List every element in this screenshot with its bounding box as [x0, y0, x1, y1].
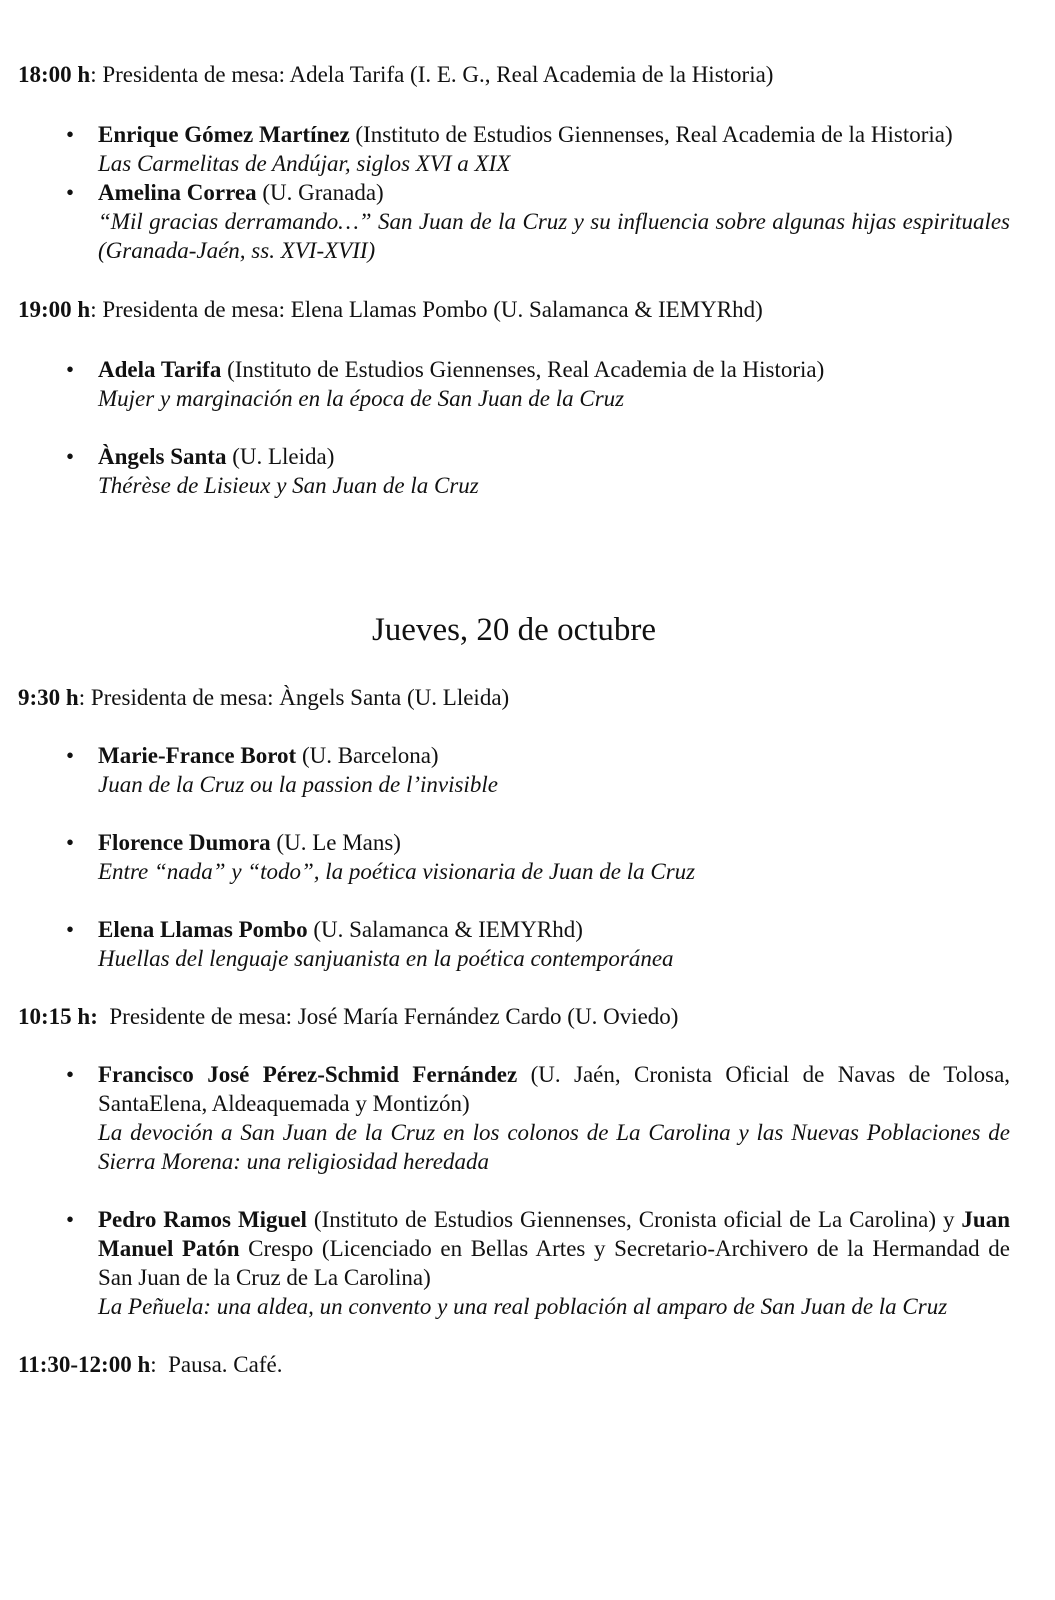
session-time: 9:30 h: [18, 685, 79, 710]
speaker-affiliation: (U. Barcelona): [301, 743, 439, 768]
speaker-name: Amelina Correa: [98, 180, 257, 205]
talk-title: Mujer y marginación en la época de San Juan de la Cruz: [98, 386, 625, 411]
speaker-affiliation: (U. Granada): [262, 180, 384, 205]
speaker-name: Florence Dumora: [98, 830, 271, 855]
session-chair: Presidenta de mesa: Adela Tarifa (I. E. G., Real Academia de la Historia): [102, 62, 774, 87]
speaker-affiliation: (U. Jaén, Cronista Oficial de Navas de Tolosa, SantaElena, Aldeaquemada y Montizón): [98, 1062, 1011, 1116]
talk-title: Juan de la Cruz ou la passion de l’invisible: [98, 772, 498, 797]
list-item: [18, 1205, 1010, 1321]
speaker-affiliation: (Instituto de Estudios Giennenses, Real Academia de la Historia): [227, 357, 825, 382]
session-chair: Presidenta de mesa: Àngels Santa (U. Lleida): [90, 685, 510, 710]
list-item: [18, 442, 1010, 500]
talk-title: Entre “nada” y “todo”, la poética visionaria de Juan de la Cruz: [98, 859, 696, 884]
bullet-icon: •: [65, 1207, 75, 1232]
speaker-name: Elena Llamas Pombo: [98, 917, 308, 942]
list-item: [18, 828, 1010, 886]
speaker-name: Àngels Santa: [98, 444, 227, 469]
session-1800: [18, 60, 1010, 265]
talk-title: La devoción a San Juan de la Cruz en los colonos de La Carolina y las Nuevas Poblaciones de Sierra Morena: una religiosidad heredada: [98, 1120, 1010, 1174]
list-item: [18, 1060, 1010, 1176]
speaker-name: Francisco José Pérez-Schmid Fernández: [98, 1062, 518, 1087]
speaker-affiliation: (U. Le Mans): [276, 830, 401, 855]
session-header: [18, 1002, 1010, 1031]
speaker-name: Enrique Gómez Martínez: [98, 122, 350, 147]
session-0930: [18, 683, 1010, 973]
speaker-affiliation: (Instituto de Estudios Giennenses, Cronista oficial de La Carolina) y: [313, 1207, 955, 1232]
speaker-affiliation: (Instituto de Estudios Giennenses, Real Academia de la Historia): [355, 122, 953, 147]
list-item: [18, 355, 1010, 413]
day-heading: Jueves, 20 de octubre: [371, 612, 657, 648]
program-page: [18, 60, 1010, 1379]
talk-title: Thérèse de Lisieux y San Juan de la Cruz: [98, 473, 479, 498]
session-header: 18:00 h: Presidenta de mesa: Adela Tarifa (I. E. G., Real Academia de la Historia): [18, 62, 774, 87]
talk-title: Las Carmelitas de Andújar, siglos XVI a XIX: [98, 151, 511, 176]
speaker-name: Marie-France Borot: [98, 743, 297, 768]
speaker-name: Adela Tarifa: [98, 357, 222, 382]
session-1015: [18, 1002, 1010, 1321]
session-1900: [18, 295, 1010, 500]
talk-list: [18, 741, 1010, 973]
talk-list: [18, 355, 1010, 500]
bullet-icon: •: [65, 122, 75, 147]
list-item: [18, 120, 1010, 178]
session-header: 19:00 h: Presidenta de mesa: Elena Llamas Pombo (U. Salamanca & IEMYRhd): [18, 297, 763, 322]
session-header: 9:30 h: Presidenta de mesa: Àngels Santa (U. Lleida): [18, 685, 510, 710]
bullet-icon: •: [65, 357, 75, 382]
speaker-name: Pedro Ramos Miguel: [98, 1207, 307, 1232]
list-item: [18, 915, 1010, 973]
break-text: Pausa. Café.: [168, 1352, 283, 1377]
break-time: 11:30-12:00 h: [18, 1352, 151, 1377]
talk-title: “Mil gracias derramando…” San Juan de la Cruz y su influencia sobre algunas hijas espirituales (Granada-Jaén, ss. XVI-XVII): [98, 209, 1010, 263]
session-time: 19:00 h: [18, 297, 91, 322]
break-line: 11:30-12:00 h: Pausa. Café.: [18, 1352, 283, 1377]
speaker-name: Juan Manuel Patón: [98, 1207, 1011, 1261]
speaker-affiliation: Crespo (Licenciado en Bellas Artes y Secretario-Archivero de la Hermandad de San Juan de la Cruz de La Carolina): [98, 1236, 1010, 1290]
bullet-icon: •: [65, 444, 75, 469]
talk-title: Huellas del lenguaje sanjuanista en la poética contemporánea: [98, 946, 674, 971]
bullet-icon: •: [65, 917, 75, 942]
bullet-icon: •: [65, 1062, 75, 1087]
talk-list: [18, 120, 1010, 265]
list-item: [18, 178, 1010, 265]
session-chair: Presidente de mesa: José María Fernández Cardo (U. Oviedo): [109, 1004, 679, 1029]
bullet-icon: •: [65, 830, 75, 855]
session-time: 10:15 h:: [18, 1004, 98, 1029]
session-time: 18:00 h: [18, 62, 91, 87]
talk-list: [18, 1060, 1010, 1321]
list-item: [18, 741, 1010, 799]
bullet-icon: •: [65, 180, 75, 205]
session-chair: Presidenta de mesa: Elena Llamas Pombo (U. Salamanca & IEMYRhd): [102, 297, 763, 322]
talk-title: La Peñuela: una aldea, un convento y una real población al amparo de San Juan de la Cruz: [98, 1294, 948, 1319]
speaker-affiliation: (U. Salamanca & IEMYRhd): [313, 917, 583, 942]
bullet-icon: •: [65, 743, 75, 768]
speaker-affiliation: (U. Lleida): [232, 444, 335, 469]
